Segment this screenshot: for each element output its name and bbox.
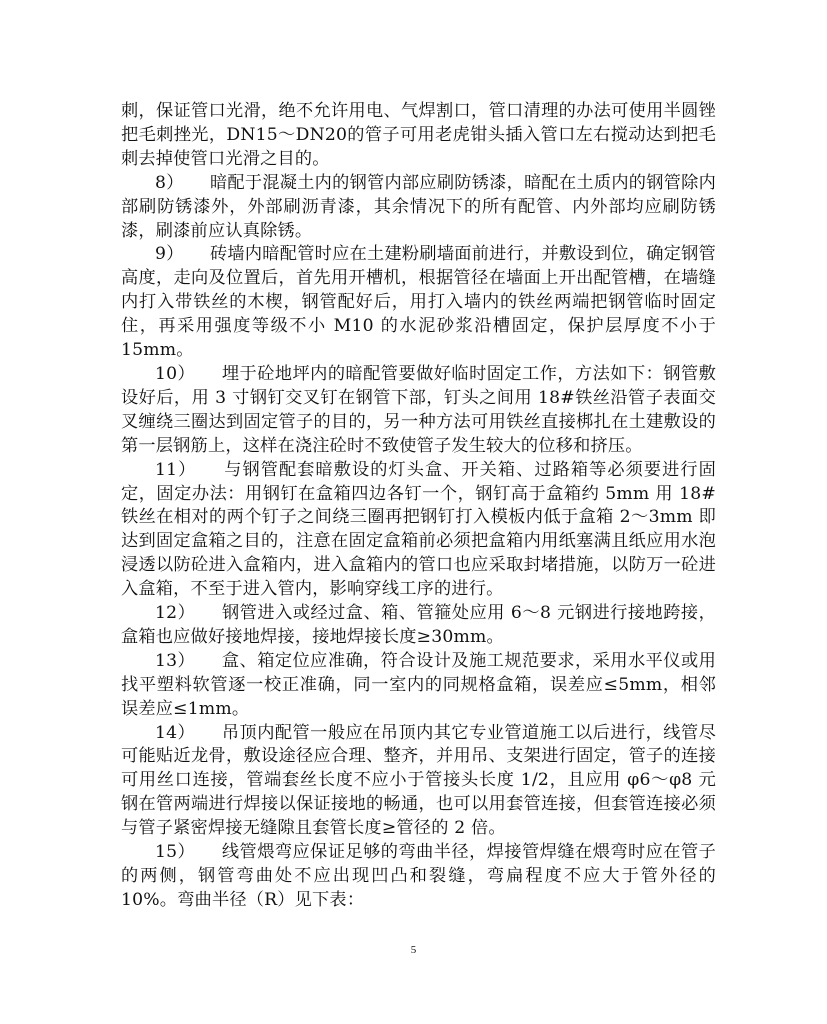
paragraph-item-11: 11） 与钢管配套暗敷设的灯头盒、开关箱、过路箱等必须要进行固定，固定办法：用钢钉在盒箱四边各钉一个，钢钉高于盒箱约 5mm 用 18#铁丝在相对的两个钉子之间绕三圈再把钢钉打入模板内低于盒箱 2～3mm 即达到固定盒箱之目的，注意在固定盒箱前必须把盒箱内用纸塞满且纸应用水泡浸透以防砼进入盒箱内，进入盒箱内的管口也应采取封堵措施，以防万一砼进入盒箱，不至于进入管内，影响穿线工序的进行。 bbox=[121, 459, 716, 600]
page-number: 5 bbox=[410, 944, 417, 956]
paragraph-item-8: 8） 暗配于混凝土内的钢管内部应刷防锈漆，暗配在土质内的钢管除内部刷防锈漆外，外部刷沥青漆，其余情况下的所有配管、内外部均应刷防锈漆，刷漆前应认真除锈。 bbox=[121, 172, 716, 241]
paragraph-item-10: 10） 埋于砼地坪内的暗配管要做好临时固定工作，方法如下：钢管敷设好后，用 3 寸钢钉交叉钉在钢管下部，钉头之间用 18#铁丝沿管子表面交叉缠绕三圈达到固定管子的目的，另一种方法可用铁丝直接梆扎在土建敷设的第一层钢筋上，这样在浇注砼时不致使管子发生较大的位移和挤压。 bbox=[121, 363, 716, 456]
paragraph-item-15: 15） 线管煨弯应保证足够的弯曲半径，焊接管焊缝在煨弯时应在管子的两侧，钢管弯曲处不应出现凹凸和裂缝，弯扁程度不应大于管外径的 10%。弯曲半径（R）见下表： bbox=[121, 842, 716, 910]
body-text bbox=[121, 100, 716, 913]
paragraph-item-9: 9） 砖墙内暗配管时应在土建粉刷墙面前进行，并敷设到位，确定钢管高度，走向及位置后，首先用开槽机，根据管径在墙面上开出配管槽，在墙缝内打入带铁丝的木楔，钢管配好后，用打入墙内的铁丝两端把钢管临时固定住，再采用强度等级不小 M10 的水泥砂浆沿槽固定，保护层厚度不小于 15mm。 bbox=[121, 244, 716, 361]
paragraph-item-12: 12） 钢管进入或经过盒、箱、管箍处应用 6～8 元钢进行接地跨接，盒箱也应做好接地焊接，接地焊接长度≥30mm。 bbox=[121, 603, 716, 647]
paragraph-continuation: 刺，保证管口光滑，绝不允许用电、气焊割口，管口清理的办法可使用半圆锉把毛刺挫光，DN15～DN20的管子可用老虎钳头插入管口左右搅动达到把毛刺去掉使管口光滑之目的。 bbox=[121, 101, 716, 169]
paragraph-item-13: 13） 盒、箱定位应准确，符合设计及施工规范要求，采用水平仪或用找平塑料软管逐一校正准确，同一室内的同规格盒箱，误差应≤5mm，相邻误差应≤1mm。 bbox=[121, 650, 716, 719]
paragraph-item-14: 14） 吊顶内配管一般应在吊顶内其它专业管道施工以后进行，线管尽可能贴近龙骨，敷设途径应合理、整齐，并用吊、支架进行固定，管子的连接可用丝口连接，管端套丝长度不应小于管接头长度 1/2，且应用 φ6～φ8 元钢在管两端进行焊接以保证接地的畅通，也可以用套管连接，但套管连接必须与管子紧密焊接无缝隙且套管长度≥管径的 2 倍。 bbox=[121, 722, 716, 839]
